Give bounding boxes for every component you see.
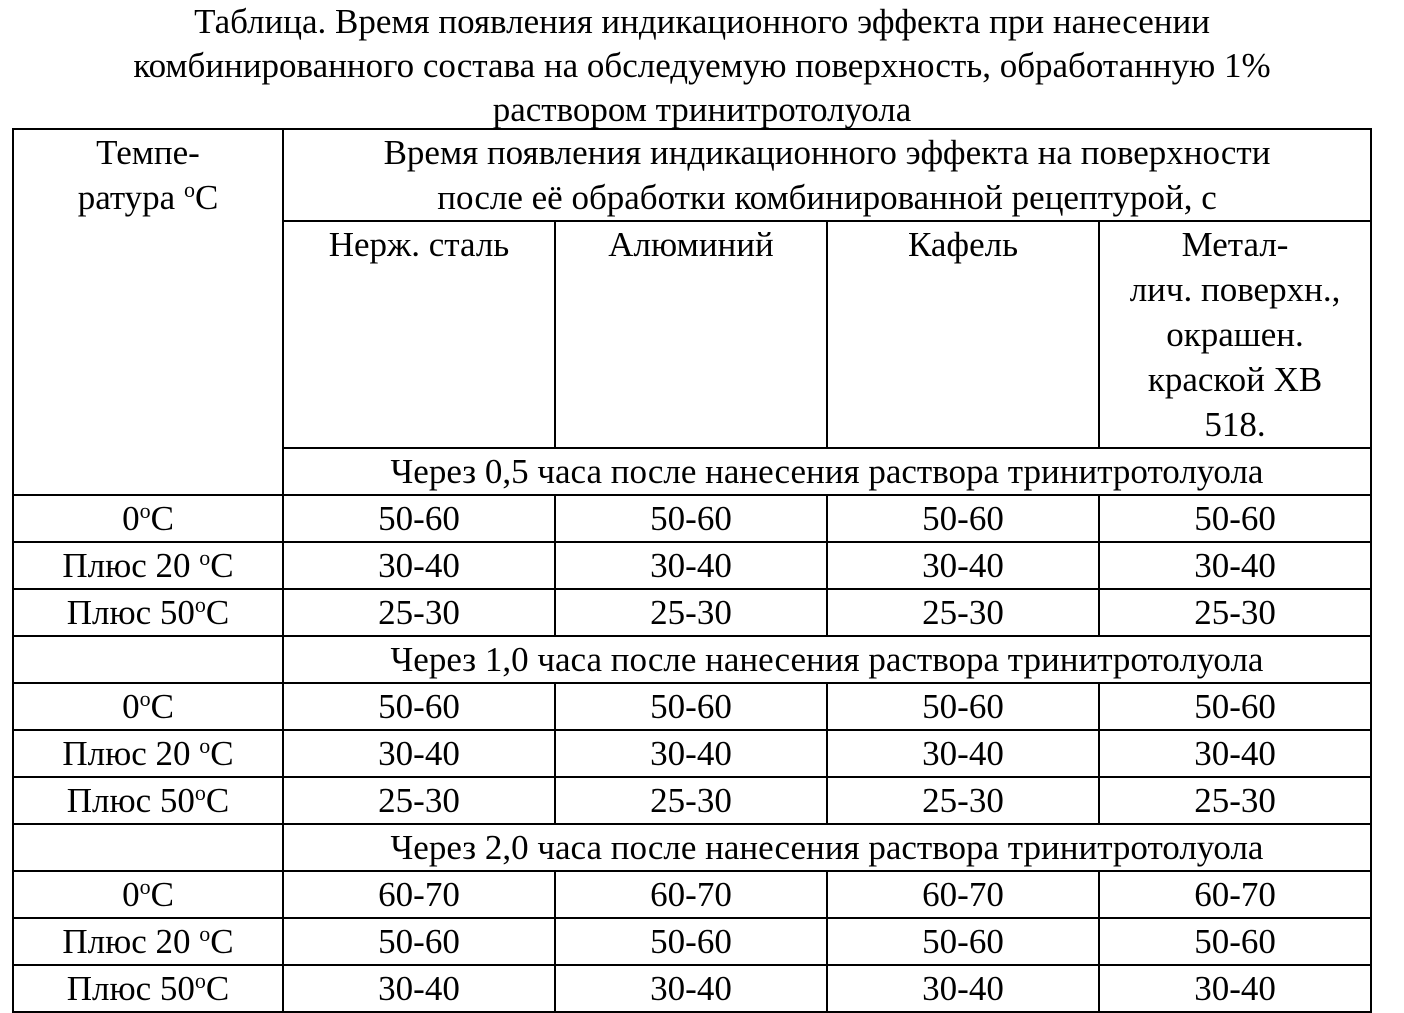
section-row (13, 824, 1371, 871)
degree-sign: o (139, 686, 151, 711)
temperature-unit: C (210, 546, 234, 585)
table-row (13, 542, 1371, 589)
results-table (12, 128, 1372, 1013)
temperature-cell (13, 589, 283, 636)
surface-header-line: окрашен. (1166, 315, 1304, 354)
time-value-cell: 50-60 (555, 495, 827, 542)
caption-line: комбинированного состава на обследуемую поверхность, обработанную 1% (133, 46, 1271, 85)
temperature-unit: C (210, 922, 234, 961)
time-value-cell: 60-70 (827, 871, 1099, 918)
surface-header-line: 518. (1204, 405, 1266, 444)
degree-sign: o (183, 177, 195, 202)
temperature-unit: C (150, 499, 174, 538)
time-value-cell: 50-60 (555, 683, 827, 730)
time-value-cell: 30-40 (827, 730, 1099, 777)
section-empty-cell (13, 636, 283, 683)
time-value-cell: 25-30 (1099, 589, 1371, 636)
temperature-cell (13, 965, 283, 1012)
header-row (13, 129, 1371, 221)
temperature-cell (13, 871, 283, 918)
temperature-header (13, 129, 283, 495)
time-value-cell: 25-30 (827, 777, 1099, 824)
temperature-cell (13, 683, 283, 730)
time-value-cell: 25-30 (555, 777, 827, 824)
temperature-cell (13, 918, 283, 965)
temperature-text: Плюс 50 (66, 781, 195, 820)
surface-header-line: Нерж. сталь (328, 225, 510, 264)
time-value-cell: 50-60 (827, 918, 1099, 965)
table-row (13, 495, 1371, 542)
temperature-header-text: ратура (77, 178, 184, 217)
time-value-cell: 30-40 (827, 965, 1099, 1012)
temperature-text: Плюс 20 (62, 734, 200, 773)
table-row (13, 589, 1371, 636)
temperature-unit: C (205, 969, 230, 1008)
section-empty-cell (13, 824, 283, 871)
degree-sign: o (199, 733, 211, 758)
time-value-cell: 50-60 (555, 918, 827, 965)
table-row (13, 777, 1371, 824)
time-value-cell: 30-40 (1099, 965, 1371, 1012)
surface-header (827, 221, 1099, 448)
table-caption (0, 0, 1404, 132)
degree-sign: o (194, 592, 206, 617)
degree-sign: o (194, 780, 206, 805)
surface-header-line: лич. поверхн., (1129, 270, 1341, 309)
surface-header-line: краской ХВ (1147, 360, 1323, 399)
time-value-cell: 50-60 (1099, 918, 1371, 965)
temperature-cell (13, 777, 283, 824)
surface-header-line: Метал- (1181, 225, 1289, 264)
temperature-cell (13, 495, 283, 542)
temperature-unit: C (150, 687, 174, 726)
time-header (283, 129, 1371, 221)
time-value-cell: 30-40 (555, 965, 827, 1012)
time-value-cell: 60-70 (555, 871, 827, 918)
time-value-cell: 25-30 (283, 777, 555, 824)
section-row (13, 636, 1371, 683)
section-title: Через 2,0 часа после нанесения раствора тринитротолуола (283, 824, 1371, 871)
temperature-cell (13, 730, 283, 777)
time-value-cell: 50-60 (827, 683, 1099, 730)
temperature-header-line: Темпе- (96, 133, 200, 172)
temperature-cell (13, 542, 283, 589)
time-value-cell: 30-40 (283, 730, 555, 777)
degree-sign: o (199, 545, 211, 570)
degree-sign: o (194, 968, 206, 993)
time-value-cell: 50-60 (283, 683, 555, 730)
table-row (13, 730, 1371, 777)
temperature-text: Плюс 20 (62, 546, 200, 585)
time-value-cell: 25-30 (827, 589, 1099, 636)
temperature-unit: C (205, 781, 230, 820)
time-value-cell: 50-60 (1099, 683, 1371, 730)
time-value-cell: 50-60 (283, 918, 555, 965)
surface-header (555, 221, 827, 448)
time-header-line: Время появления индикационного эффекта на поверхности (383, 133, 1271, 172)
table-row (13, 965, 1371, 1012)
temperature-text: 0 (122, 875, 140, 914)
time-value-cell: 30-40 (827, 542, 1099, 589)
temperature-header-line (18, 175, 278, 220)
section-title: Через 0,5 часа после нанесения раствора тринитротолуола (283, 448, 1371, 495)
time-value-cell: 25-30 (1099, 777, 1371, 824)
surface-header-line: Алюминий (608, 225, 774, 264)
temperature-unit: C (150, 875, 174, 914)
temperature-text: 0 (122, 499, 140, 538)
time-value-cell: 30-40 (555, 542, 827, 589)
surface-header (283, 221, 555, 448)
table-row (13, 871, 1371, 918)
time-value-cell: 30-40 (555, 730, 827, 777)
table-row (13, 683, 1371, 730)
time-value-cell: 30-40 (283, 542, 555, 589)
caption-line: Таблица. Время появления индикационного эффекта при нанесении (194, 2, 1210, 41)
time-value-cell: 50-60 (1099, 495, 1371, 542)
caption-line: раствором тринитротолуола (492, 90, 912, 129)
temperature-text: Плюс 50 (66, 593, 195, 632)
surface-header (1099, 221, 1371, 448)
temperature-unit: C (205, 593, 230, 632)
time-value-cell: 30-40 (1099, 730, 1371, 777)
time-value-cell: 25-30 (555, 589, 827, 636)
degree-sign: o (139, 874, 151, 899)
section-title: Через 1,0 часа после нанесения раствора тринитротолуола (283, 636, 1371, 683)
degree-sign: o (139, 498, 151, 523)
time-value-cell: 60-70 (1099, 871, 1371, 918)
temperature-text: 0 (122, 687, 140, 726)
time-value-cell: 30-40 (1099, 542, 1371, 589)
temperature-text: Плюс 20 (62, 922, 200, 961)
table-row (13, 918, 1371, 965)
temperature-text: Плюс 50 (66, 969, 195, 1008)
time-value-cell: 50-60 (827, 495, 1099, 542)
degree-sign: o (199, 921, 211, 946)
temperature-unit: C (194, 178, 219, 217)
temperature-unit: C (210, 734, 234, 773)
surface-header-line: Кафель (907, 225, 1019, 264)
time-value-cell: 25-30 (283, 589, 555, 636)
time-value-cell: 50-60 (283, 495, 555, 542)
time-header-line: после её обработки комбинированной рецептурой, с (437, 178, 1217, 217)
time-value-cell: 30-40 (283, 965, 555, 1012)
time-value-cell: 60-70 (283, 871, 555, 918)
